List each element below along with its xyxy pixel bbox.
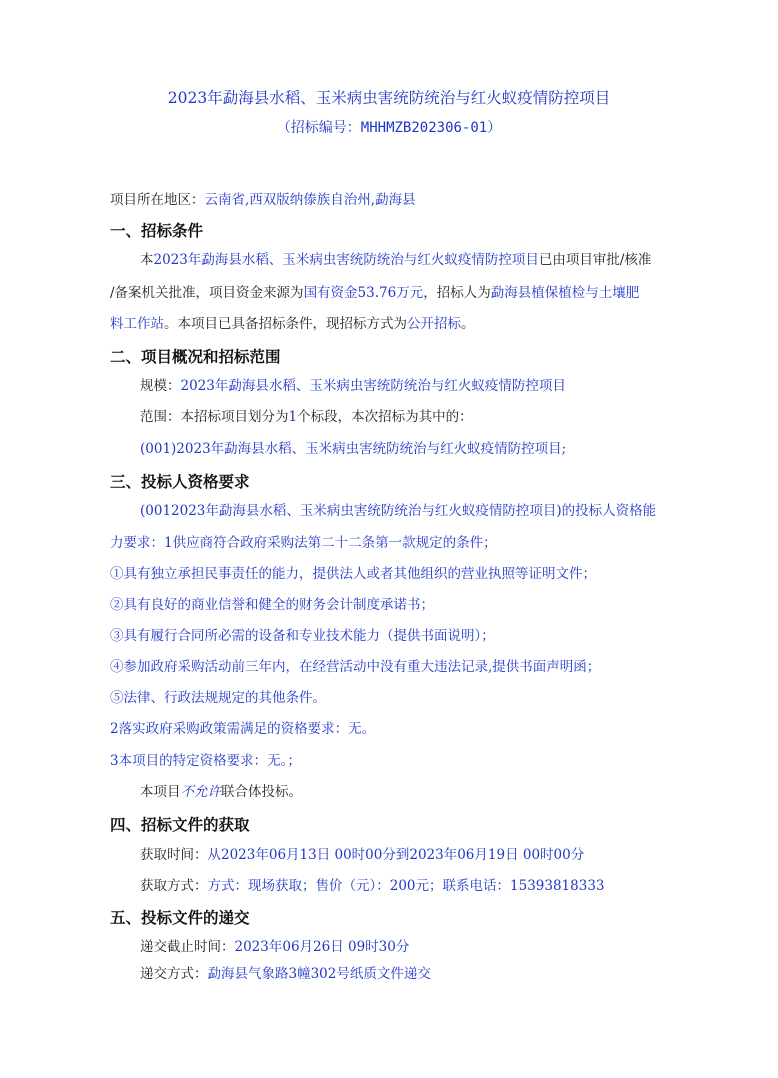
s1-line-1 [140, 250, 651, 270]
bid-number-prefix: （招标编号： [276, 120, 361, 136]
s2-lot-line: (001)2023年勐海县水稻、玉米病虫害统防统治与红火蚁疫情防控项目; [140, 441, 567, 457]
s5-method-label: 递交方式： [140, 966, 208, 982]
s1-tender-method: 公开招标 [407, 316, 461, 332]
s5-method-value: 勐海县气象路3幢302号纸质文件递交 [207, 966, 431, 982]
s1-tenderer-part-2: 料工作站 [110, 316, 164, 332]
s3-item-2: ②具有良好的商业信誉和健全的财务会计制度承诺书； [110, 597, 434, 613]
s5-deadline-label: 递交截止时间： [140, 939, 235, 955]
s4-method-value: 方式：现场获取；售价（元）：200元；联系电话：15393818333 [207, 878, 605, 894]
s4-method-line [140, 876, 605, 896]
s1-fund-source: 国有资金53.76万元 [303, 285, 424, 301]
s5-deadline-value: 2023年06月26日 09时30分 [234, 939, 410, 955]
s2-scope-a: 范围：本招标项目划分为 [140, 409, 289, 425]
s2-scope-b: 个标段，本次招标为其中的： [297, 409, 473, 425]
s3-joint-not-allowed: 不允许 [180, 784, 221, 800]
s1-line-3 [110, 314, 475, 334]
s1-text-d: ，招标人为 [423, 285, 491, 301]
s2-scope-line [140, 407, 473, 427]
s3-req-line-2: 力要求：1供应商符合政府采购法第二十二条第一款规定的条件； [110, 535, 497, 551]
s3-item-4: ④参加政府采购活动前三年内，在经营活动中没有重大违法记录,提供书面声明函； [110, 659, 601, 675]
s1-tenderer-part-1: 勐海县植保植检与土壤肥 [490, 285, 640, 301]
s3-joint-line [140, 782, 302, 802]
s1-project-name: 2023年勐海县水稻、玉米病虫害统防统治与红火蚁疫情防控项目 [153, 252, 539, 268]
document-title: 2023年勐海县水稻、玉米病虫害统防统治与红火蚁疫情防控项目 [167, 89, 611, 107]
section-2-heading: 二、项目概况和招标范围 [110, 348, 281, 366]
region-line [110, 190, 416, 210]
bid-number-line [0, 117, 778, 137]
section-5-heading: 五、投标文件的递交 [110, 909, 250, 927]
s4-time-line [140, 845, 584, 865]
s1-text-c: /备案机关批准，项目资金来源为 [110, 285, 304, 301]
s3-policy-requirement: 2落实政府采购政策需满足的资格要求：无。 [110, 721, 376, 737]
s4-time-label: 获取时间： [140, 847, 208, 863]
bid-number-suffix: ） [487, 120, 502, 136]
s2-scale-line [140, 376, 566, 396]
s1-text-f: 。 [461, 316, 475, 332]
s5-deadline-line [140, 937, 409, 957]
s1-text-a: 本 [140, 252, 154, 268]
s3-item-3: ③具有履行合同所必需的设备和专业技术能力（提供书面说明）； [110, 628, 495, 644]
section-3-heading: 三、投标人资格要求 [110, 473, 250, 491]
s5-method-line [140, 964, 431, 984]
s3-joint-a: 本项目 [140, 784, 181, 800]
s3-joint-c: 联合体投标。 [221, 784, 302, 800]
s2-scale-label: 规模： [140, 378, 181, 394]
s1-line-2 [110, 283, 639, 303]
s2-scope-number: 1 [288, 409, 298, 425]
s3-item-5: ⑤法律、行政法规规定的其他条件。 [110, 690, 326, 706]
s3-special-requirement: 3本项目的特定资格要求：无。； [110, 753, 301, 769]
s1-text-b: 已由项目审批/核准 [538, 252, 652, 268]
s4-time-value: 从2023年06月13日 00时00分到2023年06月19日 00时00分 [207, 847, 585, 863]
s1-text-e: 。本项目已具备招标条件，现招标方式为 [164, 316, 407, 332]
s2-scale-value: 2023年勐海县水稻、玉米病虫害统防统治与红火蚁疫情防控项目 [180, 378, 566, 394]
region-value: 云南省,西双版纳傣族自治州,勐海县 [204, 192, 416, 208]
region-label: 项目所在地区： [110, 192, 205, 208]
section-1-heading: 一、招标条件 [110, 222, 204, 240]
bid-number: MHHMZB202306-01 [360, 120, 488, 136]
section-4-heading: 四、招标文件的获取 [110, 816, 250, 834]
s3-req-line-1: (0012023年勐海县水稻、玉米病虫害统防统治与红火蚁疫情防控项目)的投标人资格能 [140, 503, 657, 519]
s4-method-label: 获取方式： [140, 878, 208, 894]
s3-item-1: ①具有独立承担民事责任的能力，提供法人或者其他组织的营业执照等证明文件； [110, 566, 596, 582]
